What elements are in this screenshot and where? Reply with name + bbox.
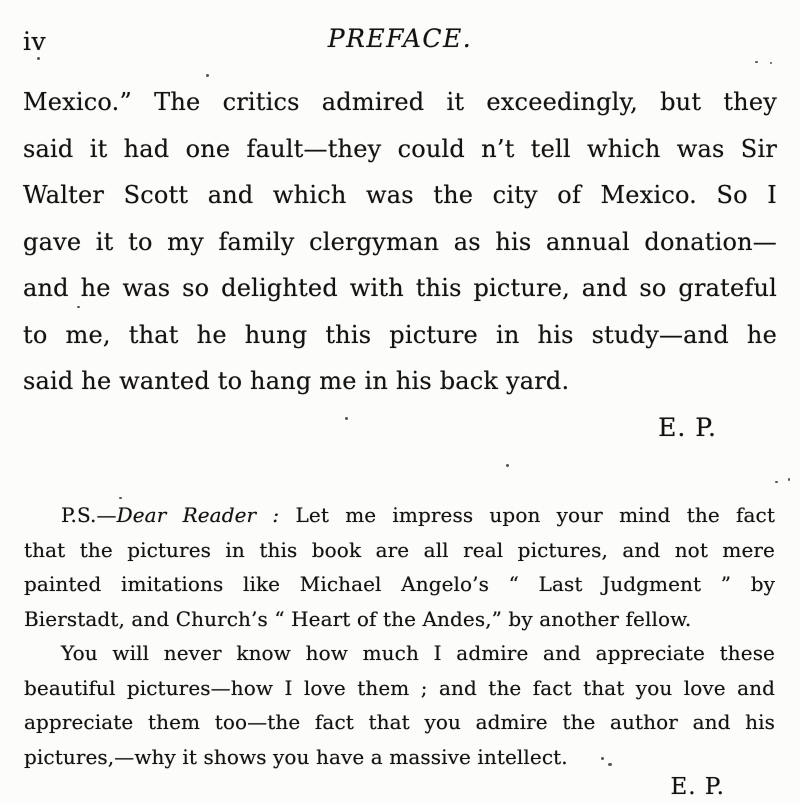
body-line: gave it to my family clergyman as his annual donation—	[23, 227, 777, 256]
scan-speck	[775, 481, 778, 483]
scan-speck	[601, 757, 604, 760]
scan-speck	[788, 478, 790, 481]
ps-line: You will never know how much I admire and appreciate these	[61, 641, 775, 665]
ps-line: appreciate them too—the fact that you admire the author and his	[24, 710, 775, 734]
ps-signature: E. P.	[670, 774, 725, 800]
ps-opening-rest: Let me impress upon your mind the fact	[295, 503, 775, 527]
body-line: and he was so delighted with this picture, and so grateful	[23, 274, 777, 302]
scan-speck	[608, 763, 612, 766]
ps-line: painted imitations like Michael Angelo’s “ Last Judgment ” by	[24, 572, 775, 596]
body-line: Mexico.” The critics admired it exceedingly, but they	[23, 88, 777, 116]
scan-speck	[119, 497, 122, 499]
scan-speck	[755, 61, 758, 63]
ps-line: that the pictures in this book are all real pictures, and not mere	[24, 537, 775, 562]
running-header	[23, 24, 777, 60]
ps-line: pictures,—why it shows you have a massive intellect.	[24, 744, 568, 769]
postscript-section	[24, 498, 775, 800]
ps-line: Bierstadt, and Church’s “ Heart of the Andes,” by another fellow.	[24, 606, 692, 631]
body-signature: E. P.	[658, 412, 717, 442]
body-line: said he wanted to hang me in his back yard.	[23, 367, 570, 395]
scan-speck	[506, 464, 509, 467]
ps-label: P.S.—	[61, 503, 117, 527]
body-line: to me, that he hung this picture in his study—and he	[23, 320, 777, 349]
page-number: iv	[23, 27, 47, 56]
scan-speck	[37, 57, 40, 60]
body-line: said it had one fault—they could n’t tell which was Sir	[23, 134, 777, 163]
running-title: PREFACE.	[327, 24, 473, 53]
scan-speck	[77, 306, 80, 308]
ps-salutation: Dear Reader :	[116, 503, 280, 527]
body-paragraph	[23, 79, 777, 451]
scan-speck	[770, 62, 772, 64]
scan-speck	[345, 417, 348, 420]
ps-line: beautiful pictures—how I love them ; and the fact that you love and	[24, 675, 775, 700]
ps-line	[24, 498, 775, 533]
scan-speck	[206, 74, 209, 77]
body-line: Walter Scott and which was the city of Mexico. So I	[23, 181, 777, 209]
